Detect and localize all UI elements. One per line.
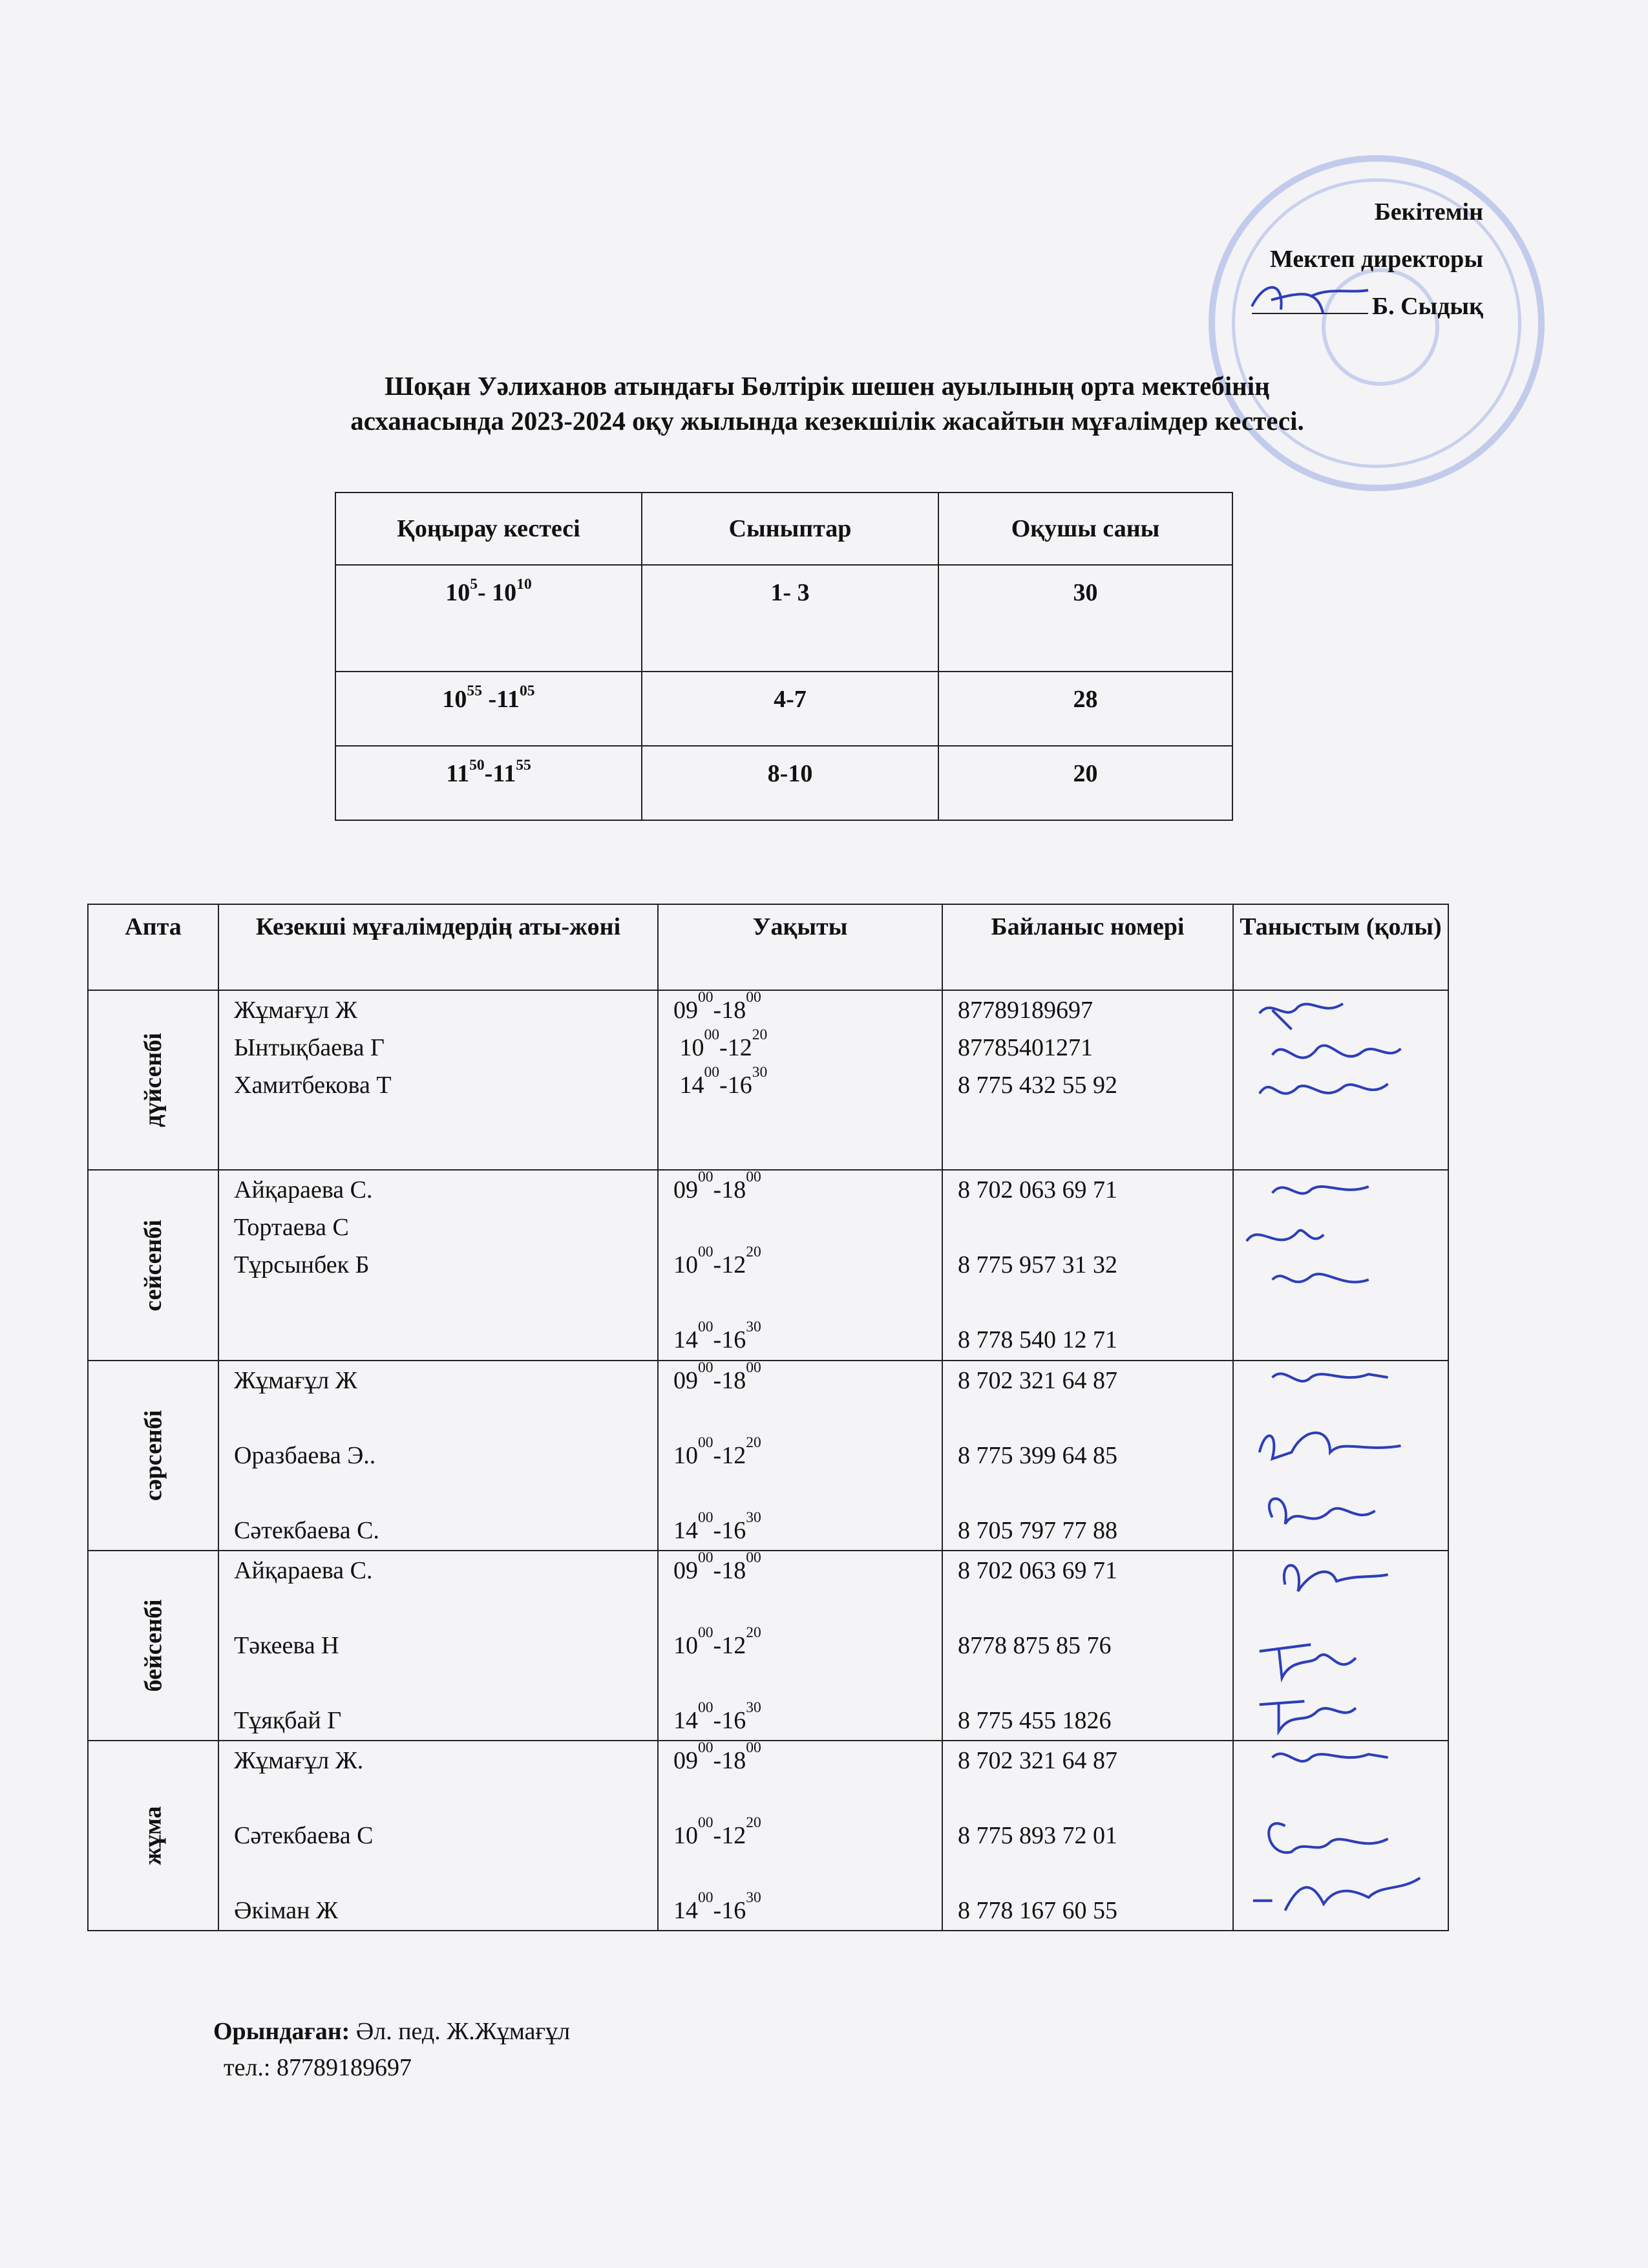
author-name: Әл. пед. Ж.Жұмағұл xyxy=(355,2018,571,2045)
bell-schedule-table xyxy=(335,492,1233,821)
day-cell xyxy=(88,1741,218,1931)
time-cell xyxy=(658,990,942,1170)
phone-number: 8 775 399 64 85 xyxy=(958,1442,1117,1469)
day-label: сәрсенбі xyxy=(139,1410,167,1501)
phone-number: 8 702 321 64 87 xyxy=(958,1367,1117,1394)
author-label: Орындаған: xyxy=(213,2018,350,2045)
time-slot: $14^{00}-16^{30}$ xyxy=(673,1509,761,1544)
document-title xyxy=(194,368,1461,438)
time-slot: $14^{00}-16^{30}$ xyxy=(673,1889,761,1924)
teacher-name: Жұмағұл Ж. xyxy=(234,1747,364,1774)
teacher-name: Айқараева С. xyxy=(234,1557,373,1584)
bell-header-classes: Сыныптар xyxy=(642,493,938,565)
time-slot: $14^{00}-16^{30}$ xyxy=(673,1319,761,1353)
bell-count: 20 xyxy=(938,746,1232,820)
duty-header-teachers: Кезекші мұғалімдердің аты-жөні xyxy=(218,904,658,990)
time-slot: $10^{00}-12^{20}$ xyxy=(673,1434,761,1469)
phone-number: 87789189697 xyxy=(958,997,1093,1024)
bell-count: 30 xyxy=(938,565,1232,672)
duty-table xyxy=(87,904,1449,1931)
title-line-2: асханасында 2023-2024 оқу жылында кезекшілік жасайтын мұғалімдер кестесі. xyxy=(350,406,1304,436)
teacher-name: Сәтекбаева С. xyxy=(234,1517,379,1544)
duty-row xyxy=(88,1551,1448,1741)
handwritten-signature xyxy=(1234,1741,1448,1930)
duty-header-time: Уақыты xyxy=(658,904,942,990)
phone-number: 8 778 540 12 71 xyxy=(958,1326,1117,1353)
duty-row xyxy=(88,1741,1448,1931)
time-slot: $10^{00}-12^{20}$ xyxy=(679,1026,768,1061)
bell-row xyxy=(335,746,1232,820)
day-label: дүйсенбі xyxy=(139,1033,167,1127)
teacher-name: Айқараева С. xyxy=(234,1176,373,1203)
teacher-name: Ынтықбаева Г xyxy=(234,1034,385,1061)
day-label: бейсенбі xyxy=(139,1599,167,1692)
phone-number: 8 702 321 64 87 xyxy=(958,1747,1117,1774)
phone-number: 8 775 957 31 32 xyxy=(958,1251,1117,1278)
phone-number: 8 705 797 77 88 xyxy=(958,1517,1117,1544)
time-slot: $10^{00}-12^{20}$ xyxy=(673,1814,761,1849)
day-cell xyxy=(88,990,218,1170)
title-line-1: Шоқан Уәлиханов атындағы Бөлтірік шешен ауылының орта мектебінің xyxy=(385,371,1270,401)
teacher-name: Сәтекбаева С xyxy=(234,1822,374,1849)
teacher-name: Тұяқбай Г xyxy=(234,1707,342,1734)
phone-number: 8 775 455 1826 xyxy=(958,1707,1112,1734)
duty-row xyxy=(88,1170,1448,1361)
handwritten-signature xyxy=(1234,1551,1448,1740)
duty-header-signature: Таныстым (қолы) xyxy=(1233,904,1448,990)
day-cell xyxy=(88,1361,218,1551)
duty-header-phone: Байланыс номері xyxy=(942,904,1233,990)
signature-cell xyxy=(1233,1551,1448,1741)
time-slot: $14^{00}-16^{30}$ xyxy=(673,1699,761,1734)
approval-director xyxy=(1031,283,1483,330)
day-label: сейсенбі xyxy=(140,1219,167,1311)
bell-classes: 4-7 xyxy=(642,672,938,746)
phone-number: 8778 875 85 76 xyxy=(958,1632,1112,1659)
bell-time: $10^5-$ $10^{10}$ xyxy=(335,565,642,672)
signature-cell xyxy=(1233,990,1448,1170)
time-cell xyxy=(658,1170,942,1361)
time-cell xyxy=(658,1361,942,1551)
day-label: жұма xyxy=(140,1806,167,1865)
author-line xyxy=(213,2013,570,2050)
bell-row xyxy=(335,565,1232,672)
teacher-name: Тәкеева Н xyxy=(234,1632,339,1659)
footer-block xyxy=(213,2013,570,2086)
bell-count: 28 xyxy=(938,672,1232,746)
time-slot: $14^{00}-16^{30}$ xyxy=(679,1064,768,1099)
bell-header-count: Оқушы саны xyxy=(938,493,1232,565)
phone-number: 8 778 167 60 55 xyxy=(958,1897,1117,1924)
time-slot: $09^{00}-18^{00}$ xyxy=(673,1169,761,1203)
teacher-name: Оразбаева Э.. xyxy=(234,1442,376,1469)
director-signature xyxy=(1245,274,1375,326)
names-cell xyxy=(218,1741,658,1931)
time-slot: $09^{00}-18^{00}$ xyxy=(673,1359,761,1394)
time-cell xyxy=(658,1741,942,1931)
names-cell xyxy=(218,990,658,1170)
bell-time: $10^{55}$ $-11^{05}$ xyxy=(335,672,642,746)
teacher-name: Жұмағұл Ж xyxy=(234,1367,357,1394)
approval-title: Бекітемін xyxy=(1374,198,1483,226)
day-cell xyxy=(88,1170,218,1361)
director-name: Б. Сыдық xyxy=(1371,293,1483,320)
director-signature-line xyxy=(1252,293,1368,314)
handwritten-signature xyxy=(1234,991,1448,1169)
time-cell xyxy=(658,1551,942,1741)
author-phone: тел.: 87789189697 xyxy=(224,2054,412,2081)
teacher-name: Хамитбекова Т xyxy=(234,1072,392,1099)
bell-classes: 1- 3 xyxy=(642,565,938,672)
bell-classes: 8-10 xyxy=(642,746,938,820)
phone-cell xyxy=(942,1741,1233,1931)
bell-header-row xyxy=(335,493,1232,565)
signature-cell xyxy=(1233,1361,1448,1551)
approval-block xyxy=(1031,189,1483,330)
teacher-name: Жұмағұл Ж xyxy=(234,997,357,1024)
duty-row xyxy=(88,1361,1448,1551)
duty-row xyxy=(88,990,1448,1170)
phone-number: 87785401271 xyxy=(958,1034,1093,1061)
phone-number: 8 702 063 69 71 xyxy=(958,1176,1117,1203)
time-slot: $09^{00}-18^{00}$ xyxy=(673,989,761,1024)
time-slot: $10^{00}-12^{20}$ xyxy=(673,1244,761,1278)
phone-cell xyxy=(942,990,1233,1170)
handwritten-signature xyxy=(1234,1171,1448,1360)
time-slot: $09^{00}-18^{00}$ xyxy=(673,1549,761,1584)
approval-position: Мектеп директоры xyxy=(1269,246,1483,273)
teacher-name: Тұрсынбек Б xyxy=(234,1251,370,1278)
names-cell xyxy=(218,1361,658,1551)
phone-number: 8 702 063 69 71 xyxy=(958,1557,1117,1584)
names-cell xyxy=(218,1170,658,1361)
teacher-name: Тортаева С xyxy=(234,1214,349,1241)
handwritten-signature xyxy=(1234,1361,1448,1550)
bell-header-schedule: Қоңырау кестесі xyxy=(335,493,642,565)
time-slot: $09^{00}-18^{00}$ xyxy=(673,1739,761,1774)
bell-row xyxy=(335,672,1232,746)
duty-header-week: Апта xyxy=(88,904,218,990)
time-slot: $10^{00}-12^{20}$ xyxy=(673,1624,761,1659)
signature-cell xyxy=(1233,1170,1448,1361)
phone-number: 8 775 432 55 92 xyxy=(958,1072,1117,1099)
bell-time: $11^{50}-11^{55}$ xyxy=(335,746,642,820)
signature-cell xyxy=(1233,1741,1448,1931)
teacher-name: Әкіман Ж xyxy=(234,1897,338,1924)
names-cell xyxy=(218,1551,658,1741)
day-cell xyxy=(88,1551,218,1741)
phone-cell xyxy=(942,1170,1233,1361)
phone-cell xyxy=(942,1361,1233,1551)
phone-cell xyxy=(942,1551,1233,1741)
phone-number: 8 775 893 72 01 xyxy=(958,1822,1117,1849)
duty-header-row xyxy=(88,904,1448,990)
